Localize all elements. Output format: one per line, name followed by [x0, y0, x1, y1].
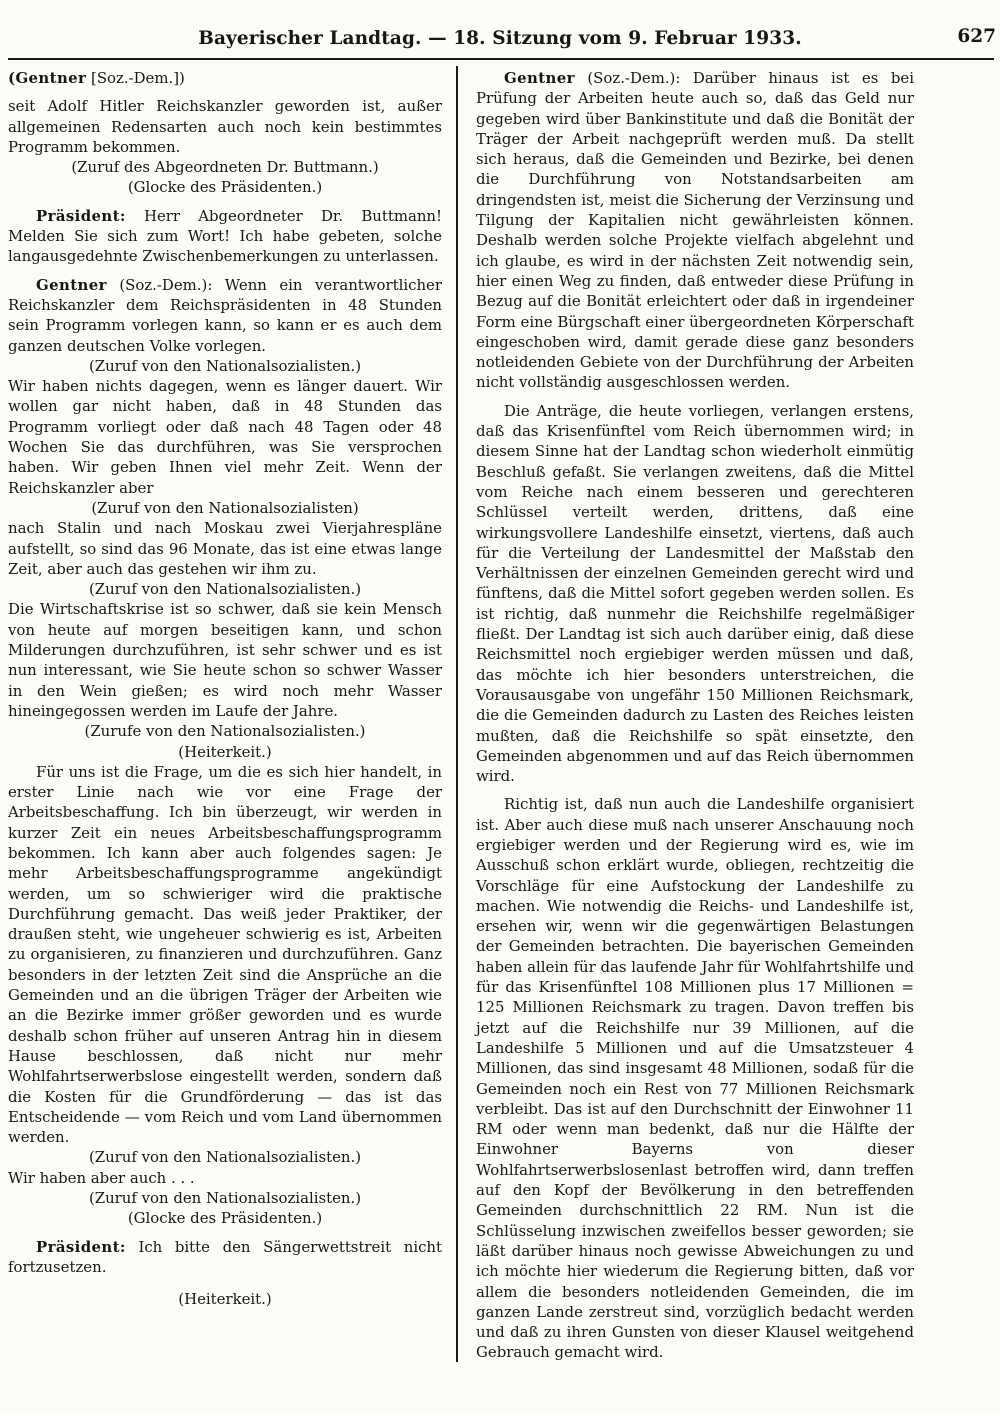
speaker-name: (Gentner	[8, 69, 87, 87]
speaker-name: Präsident:	[36, 206, 126, 225]
speaker-name: Präsident:	[36, 1237, 126, 1256]
speech-text: (Soz.-Dem.): Darüber hinaus ist es bei Prüfung der Arbeiten heute auch so, daß das Geld nur gegeben wird über Bankinstitute und daß die Bonität der Träger der Arbeit nachgeprüft werden muß. Da stellt sich heraus, daß die Gemeinden und Bezirke, bei denen die Durchführung von Notstandsarbeiten am dringendsten ist, meist die Sicherung der Verzinsung und Tilgung der Kapitalien nicht gewährleisten können. Deshalb werden solche Projekte vielfach abgelehnt und ich glaube, es wird in der nächsten Zeit notwendig sein, hier einen Weg zu finden, daß entweder diese Prüfung in Bezug auf die Bonität erleichtert oder daß in irgendeiner Form eine Bürgschaft einer übergeordneten Körperschaft eingeschoben wird, damit gerade diese ganz besonders notleidenden Gebiete von der Durchführung der Arbeiten nicht vollständig ausgeschlossen werden.	[476, 69, 914, 392]
paragraph: Wir haben nichts dagegen, wenn es länger dauert. Wir wollen gar nicht haben, daß in 48 Stunden das Programm vorliegt oder daß nach 48 Tagen oder 48 Wochen Sie das durchführen, was Sie versprochen haben. Wir geben Ihnen viel mehr Zeit. Wenn der Reichskanzler aber	[8, 377, 442, 497]
running-header	[0, 22, 1000, 56]
paragraph: seit Adolf Hitler Reichskanzler geworden ist, außer allgemeinen Redensarten auch noch kein bestimmtes Programm bekommen.	[8, 97, 442, 156]
column-divider	[456, 66, 458, 1362]
speech-text: Herr Abgeordneter Dr. Buttmann! Melden Sie sich zum Wort! Ich habe gebeten, solche langausgedehnte Zwischenbemerkungen zu unterlassen.	[8, 206, 442, 266]
paragraph: Die Wirtschaftskrise ist so schwer, daß sie kein Mensch von heute auf morgen beseitigen kann, und schon Milderungen durchzuführen, ist sehr schwer und es ist nun interessant, wie Sie heute schon so schwer Wasser in den Wein gießen; es wird noch mehr Wasser hineingegossen werden im Laufe der Jahre.	[8, 600, 442, 720]
interjection: (Zurufe von den Nationalsozialisten.)	[84, 722, 366, 741]
right-column	[476, 68, 914, 1363]
speaker-party: [Soz.-Dem.])	[86, 69, 185, 87]
interjection: (Heiterkeit.)	[178, 742, 272, 761]
header-rule	[8, 58, 994, 60]
speech-paragraph	[8, 1237, 442, 1278]
page-number: 627	[957, 26, 996, 47]
speaker-continuation	[8, 68, 442, 88]
speech-text: Ich bitte den Sängerwettstreit nicht fortzusetzen.	[8, 1237, 442, 1276]
speaker-name: Gentner	[504, 69, 575, 87]
paragraph: nach Stalin und nach Moskau zwei Vierjahrespläne aufstellt, so sind das 96 Monate, das ist eine etwas lange Zeit, aber auch das gestehen wir ihm zu.	[8, 519, 442, 578]
interjection: (Glocke des Präsidenten.)	[127, 178, 323, 197]
interjection: (Glocke des Präsidenten.)	[127, 1209, 323, 1228]
speech-paragraph	[476, 68, 914, 393]
interjection: (Zuruf von den Nationalsozialisten.)	[88, 356, 362, 375]
paragraph: Für uns ist die Frage, um die es sich hier handelt, in erster Linie nach wie vor eine Frage der Arbeitsbeschaffung. Ich bin überzeugt, wir werden in kurzer Zeit ein neues Arbeitsbeschaffungsprogramm bekommen. Ich kann aber auch folgendes sagen: Je mehr Arbeitsbeschaffungsprogramme angekündigt werden, um so schwieriger wird die praktische Durchführung gemacht. Das weiß jeder Praktiker, der draußen steht, wie ungeheuer schwierig es ist, Arbeiten zu organisieren, zu finanzieren und durchzuführen. Ganz besonders in der letzten Zeit sind die Ansprüche an die Gemeinden und an die übrigen Träger der Arbeiten wie an die Bezirke immer größer geworden und es wurde deshalb schon früher auf unseren Antrag hin in diesem Hause beschlossen, daß nicht nur mehr Wohlfahrtserwerbslose eingestellt werden, sondern daß die Kosten für die Grundförderung — das ist das Entscheidende — vom Reich und vom Land übernommen werden.	[8, 762, 442, 1147]
interjection: (Heiterkeit.)	[178, 1290, 272, 1309]
interjection: (Zuruf von den Nationalsozialisten.)	[88, 580, 362, 599]
speaker-name: Gentner	[36, 275, 107, 294]
interjection: (Zuruf von den Nationalsozialisten.)	[88, 1189, 362, 1208]
paragraph: Wir haben aber auch . . .	[8, 1168, 195, 1187]
left-column	[8, 68, 442, 1310]
paragraph: Die Anträge, die heute vorliegen, verlangen erstens, daß das Krisenfünftel vom Reich übernommen wird; in diesem Sinne hat der Landtag schon wiederholt einmütig Beschluß gefaßt. Sie verlangen zweitens, daß die Mittel vom Reiche nach einem besseren und gerechteren Schlüssel verteilt werden, drittens, daß eine wirkungsvollere Landeshilfe einsetzt, viertens, daß auch für die Verteilung der Landesmittel der Maßstab den Verhältnissen der einzelnen Gemeinden gerecht wird und fünftens, daß die Mittel sofort gegeben werden sollen. Es ist richtig, daß nunmehr die Reichshilfe regelmäßiger fließt. Der Landtag ist sich auch darüber einig, daß diese Reichsmittel noch ergiebiger werden müssen und daß, das möchte ich hier besonders unterstreichen, die Vorausausgabe von ungefähr 150 Millionen Reichsmark, die die Gemeinden dadurch zu Lasten des Reiches leisten mußten, daß die Reichshilfe so spät einsetzte, den Gemeinden abgenommen und auf das Reich übernommen wird.	[476, 401, 914, 786]
interjection: (Zuruf von den Nationalsozialisten.)	[88, 1148, 362, 1167]
interjection: (Zuruf des Abgeordneten Dr. Buttmann.)	[71, 158, 379, 177]
paragraph: Richtig ist, daß nun auch die Landeshilfe organisiert ist. Aber auch diese muß nach unserer Anschauung noch ergiebiger werden und der Regierung wird es, wie im Ausschuß schon erklärt wurde, obliegen, rechtzeitig die Vorschläge für eine Aufstockung der Landeshilfe zu machen. Wie notwendig die Reichs- und Landeshilfe ist, ersehen wir, wenn wir die gegenwärtigen Belastungen der Gemeinden betrachten. Die bayerischen Gemeinden haben allein für das laufende Jahr für Wohlfahrtshilfe und für das Krisenfünftel 108 Millionen plus 17 Millionen = 125 Millionen Reichsmark zu tragen. Davon treffen bis jetzt auf die Reichshilfe nur 39 Millionen, auf die Landeshilfe 5 Millionen und auf die Umsatzsteuer 4 Millionen, das sind insgesamt 48 Millionen, sodaß für die Gemeinden noch ein Rest von 77 Millionen Reichsmark verbleibt. Das ist auf den Durchschnitt der Einwohner 11 RM oder wenn man bedenkt, daß nur die Hälfte der Einwohner Bayerns von dieser Wohlfahrtserwerbslosenlast betroffen wird, dann treffen auf den Kopf der Bevölkerung in den betreffenden Gemeinden durchschnittlich 22 RM. Nun ist die Schlüsselung inzwischen zweifellos besser geworden; sie läßt darüber hinaus noch gewisse Abweichungen zu und ich möchte hier wiederum die Regierung bitten, daß vor allem die besonders notleidenden Gemeinden, die im ganzen Lande zerstreut sind, vorzüglich bedacht werden und daß zu ihren Gunsten von dieser Klausel weitgehend Gebrauch gemacht wird.	[476, 795, 914, 1362]
interjection: (Zuruf von den Nationalsozialisten)	[91, 498, 359, 517]
speech-text: (Soz.-Dem.): Wenn ein verantwortlicher Reichskanzler dem Reichspräsidenten in 48 Stunden sein Programm vorlegen kann, so kann er es auch dem ganzen deutschen Volke vorlegen.	[8, 275, 442, 355]
header-title: Bayerischer Landtag. — 18. Sitzung vom 9. Februar 1933.	[198, 28, 802, 49]
speech-paragraph	[8, 206, 442, 267]
speech-paragraph	[8, 275, 442, 356]
